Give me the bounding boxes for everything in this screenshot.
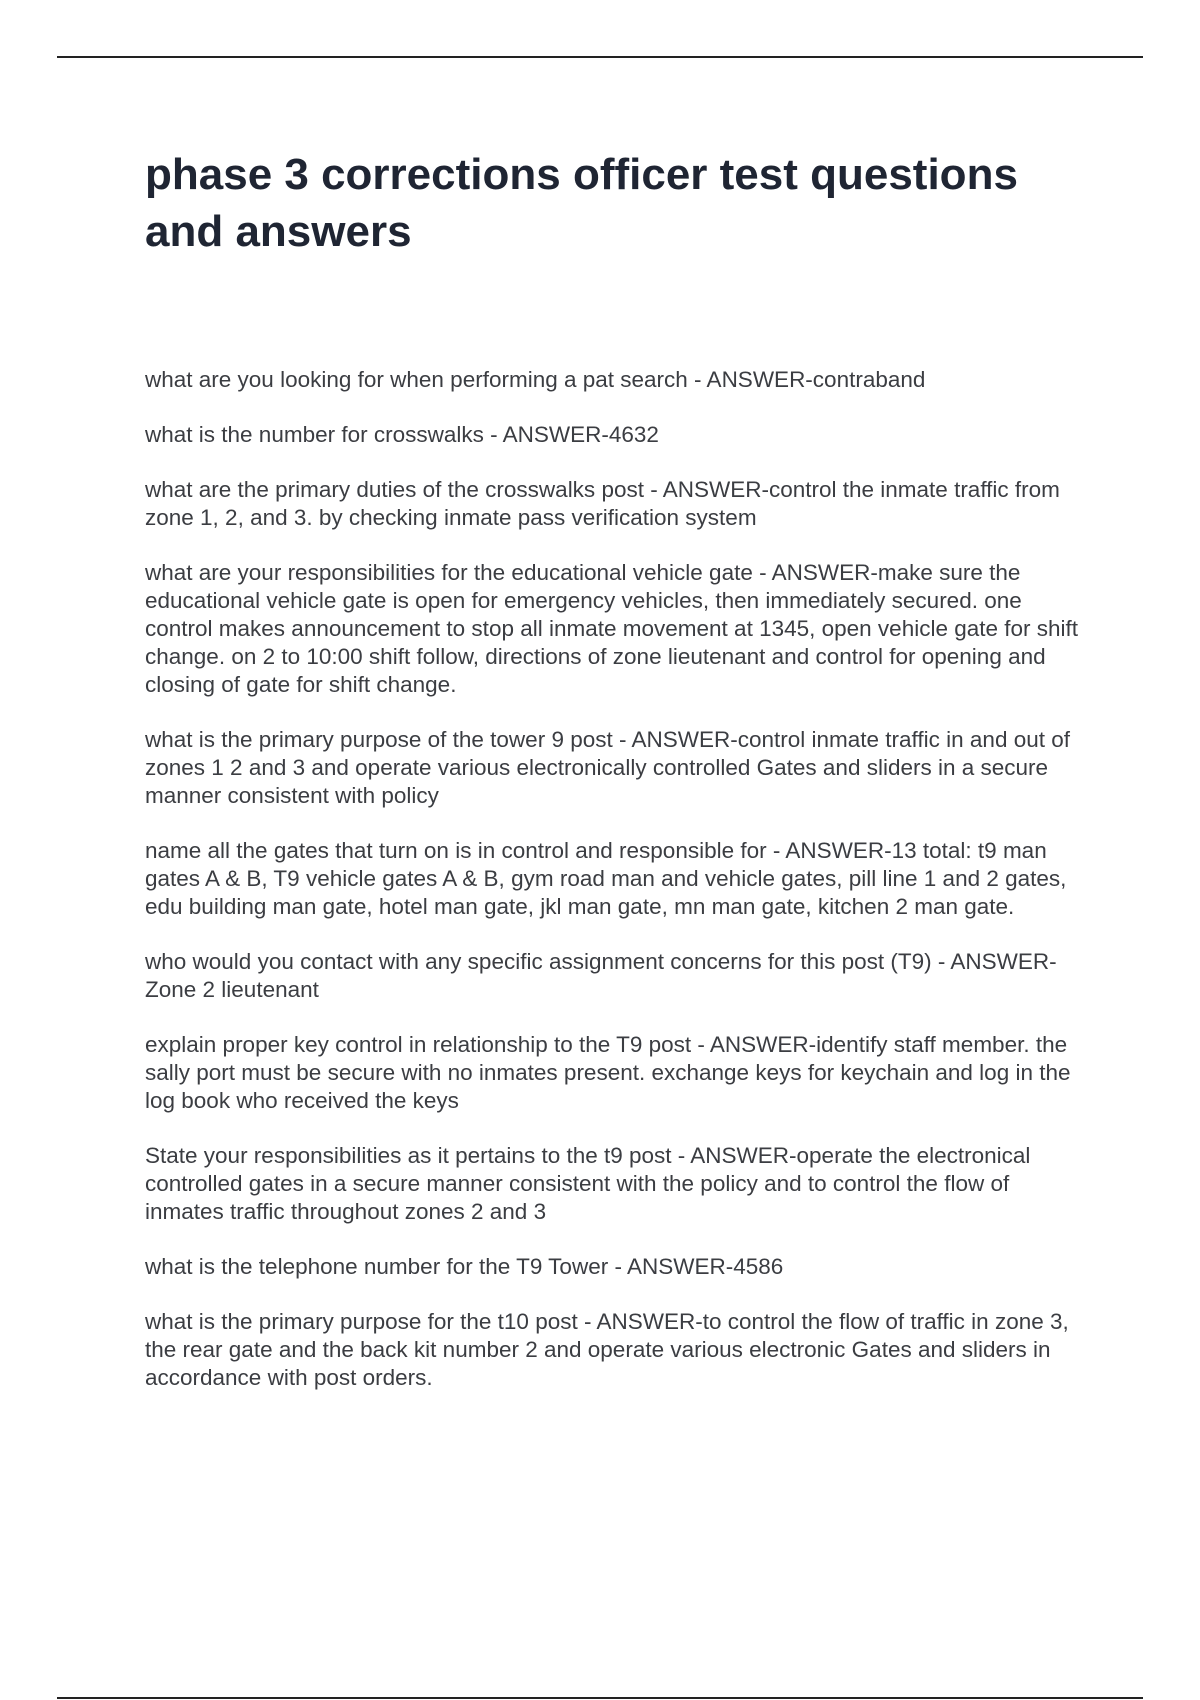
qa-item: what is the number for crosswalks - ANSWER-4632 <box>145 422 659 447</box>
qa-item: what is the primary purpose for the t10 post - ANSWER-to control the flow of traffic in zone 3, the rear gate and the back kit number 2 and operate various electronic Gates and sliders in accordance with post orders. <box>145 1309 1069 1390</box>
qa-item: what are your responsibilities for the educational vehicle gate - ANSWER-make sure the educational vehicle gate is open for emergency vehicles, then immediately secured. one control makes announcement to stop all inmate movement at 1345, open vehicle gate for shift change. on 2 to 10:00 shift follow, directions of zone lieutenant and control for opening and closing of gate for shift change. <box>145 560 1079 697</box>
qa-item: what are you looking for when performing a pat search - ANSWER-contraband <box>145 367 926 392</box>
qa-item: what is the primary purpose of the tower 9 post - ANSWER-control inmate traffic in and out of zones 1 2 and 3 and operate various electronically controlled Gates and sliders in a secure manner consistent with policy <box>145 727 1071 808</box>
qa-item: what are the primary duties of the crosswalks post - ANSWER-control the inmate traffic from zone 1, 2, and 3. by checking inmate pass verification system <box>145 477 1060 530</box>
qa-item: name all the gates that turn on is in control and responsible for - ANSWER-13 total: t9 man gates A & B, T9 vehicle gates A & B, gym road man and vehicle gates, pill line 1 and 2 gates, edu building man gate, hotel man gate, jkl man gate, mn man gate, kitchen 2 man gate. <box>145 838 1067 919</box>
qa-list <box>145 366 1090 1419</box>
qa-item: what is the telephone number for the T9 Tower - ANSWER-4586 <box>145 1254 784 1279</box>
document-title: phase 3 corrections officer test questions and answers <box>145 150 1018 256</box>
qa-item: who would you contact with any specific assignment concerns for this post (T9) - ANSWER-Zone 2 lieutenant <box>145 949 1057 1002</box>
qa-item: explain proper key control in relationship to the T9 post - ANSWER-identify staff member. the sally port must be secure with no inmates present. exchange keys for keychain and log in the log book who received the keys <box>145 1032 1071 1113</box>
qa-item: State your responsibilities as it pertains to the t9 post - ANSWER-operate the electronical controlled gates in a secure manner consistent with the policy and to control the flow of inmates traffic throughout zones 2 and 3 <box>145 1143 1031 1224</box>
top-divider <box>57 56 1143 58</box>
bottom-divider <box>57 1697 1143 1699</box>
